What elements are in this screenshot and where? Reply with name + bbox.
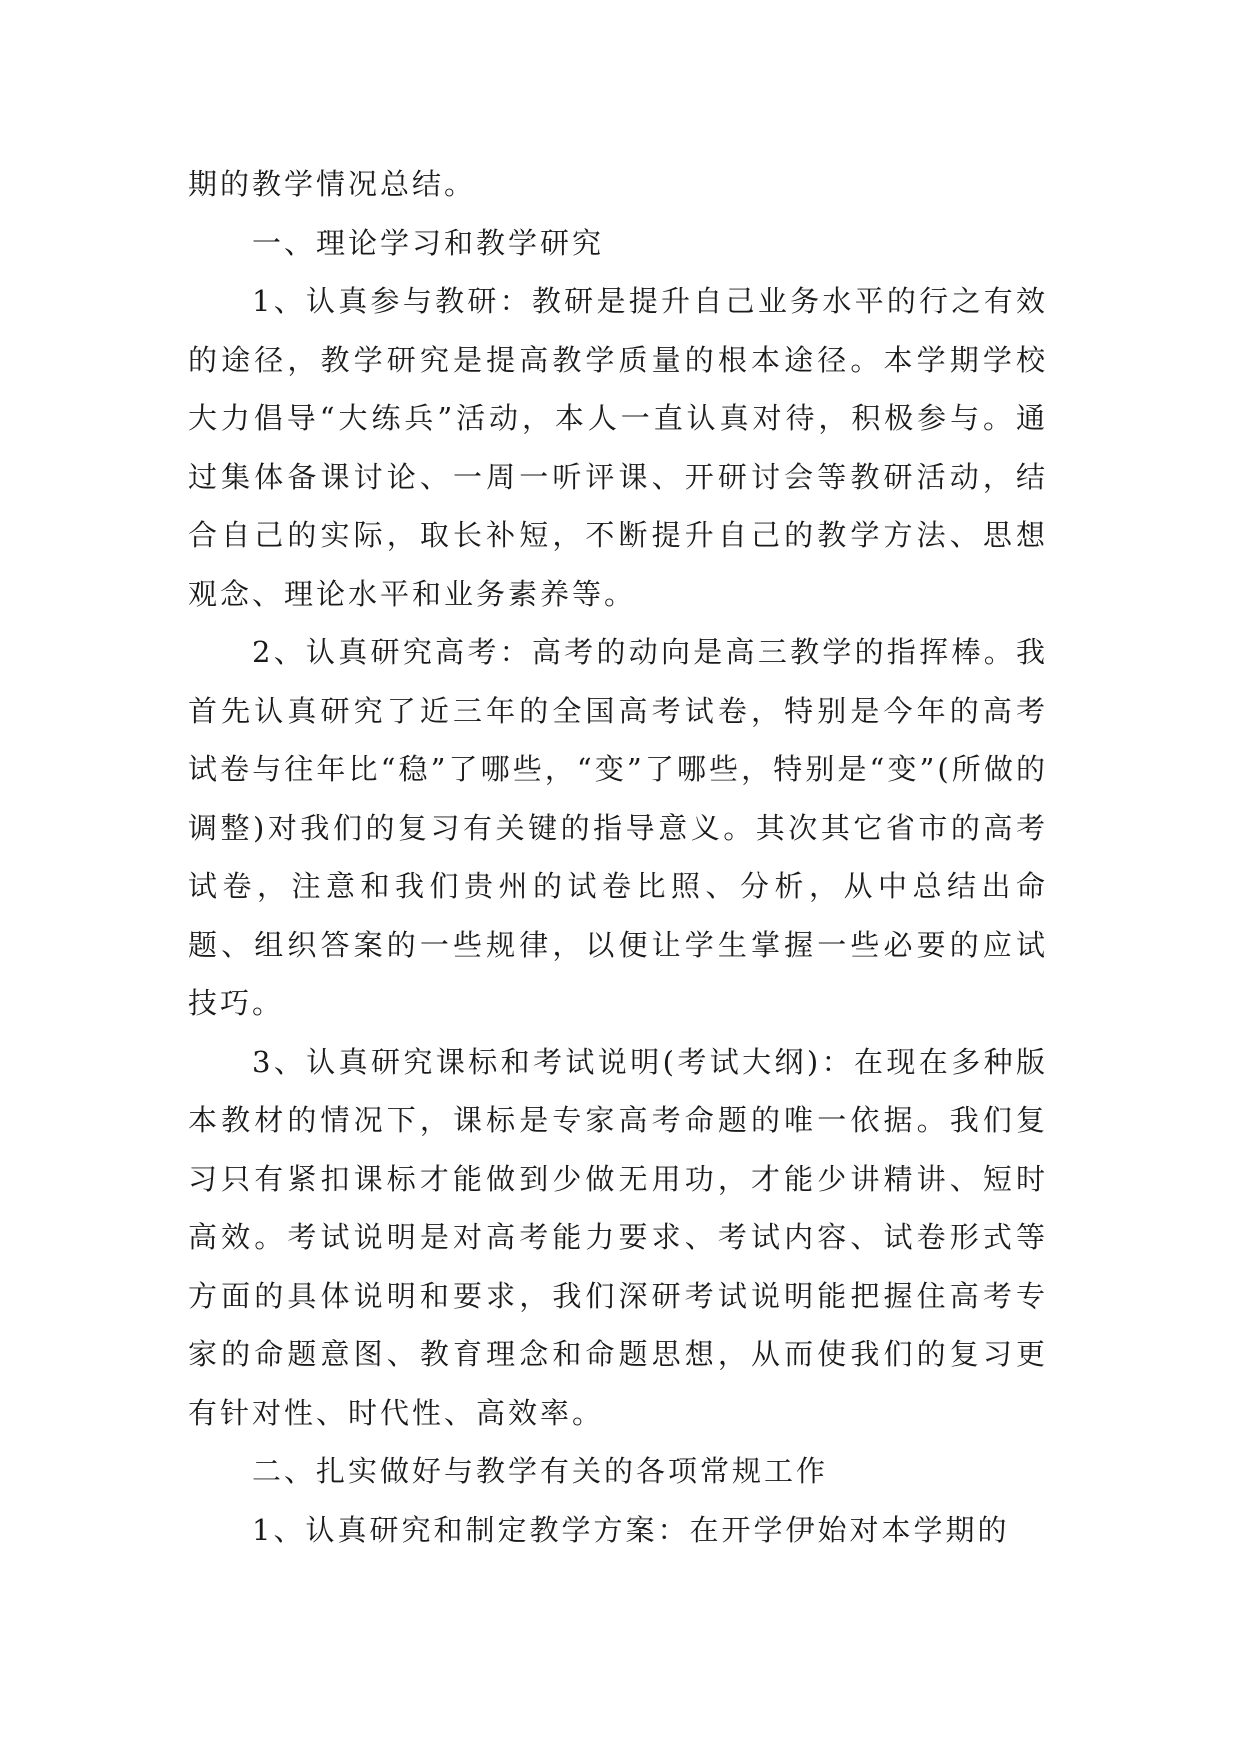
section-heading-1: 一、理论学习和教学研究 [252,225,605,260]
paragraph-2-1: 1、认真研究和制定教学方案：在开学伊始对本学期的 [252,1512,1010,1547]
paragraph-1-1: 1、认真参与教研：教研是提升自己业务水平的行之有效的途径，教学研究是提高教学质量的根本途径。本学期学校大力倡导“大练兵”活动，本人一直认真对待，积极参与。通过集体备课讨论、一周一听评课、开研讨会等教研活动，结合自己的实际，取长补短，不断提升自己的教学方法、思想观念、理论水平和业务素养等。 [188,284,1048,611]
paragraph-1-2: 2、认真研究高考：高考的动向是高三教学的指挥棒。我首先认真研究了近三年的全国高考试卷，特别是今年的高考试卷与往年比“稳”了哪些，“变”了哪些，特别是“变”(所做的调整)对我们的复习有关键的指导意义。其次其它省市的高考试卷，注意和我们贵州的试卷比照、分析，从中总结出命题、组织答案的一些规律，以便让学生掌握一些必要的应试技巧。 [188,635,1048,1020]
paragraph-continuation: 期的教学情况总结。 [188,167,477,201]
paragraph-1-3: 3、认真研究课标和考试说明(考试大纲)：在现在多种版本教材的情况下，课标是专家高考命题的唯一依据。我们复习只有紧扣课标才能做到少做无用功，才能少讲精讲、短时高效。考试说明是对高考能力要求、考试内容、试卷形式等方面的具体说明和要求，我们深研考试说明能把握住高考专家的命题意图、教育理念和命题思想，从而使我们的复习更有针对性、时代性、高效率。 [188,1044,1048,1430]
section-heading-2: 二、扎实做好与教学有关的各项常规工作 [252,1454,829,1488]
body-text [188,155,1048,1559]
